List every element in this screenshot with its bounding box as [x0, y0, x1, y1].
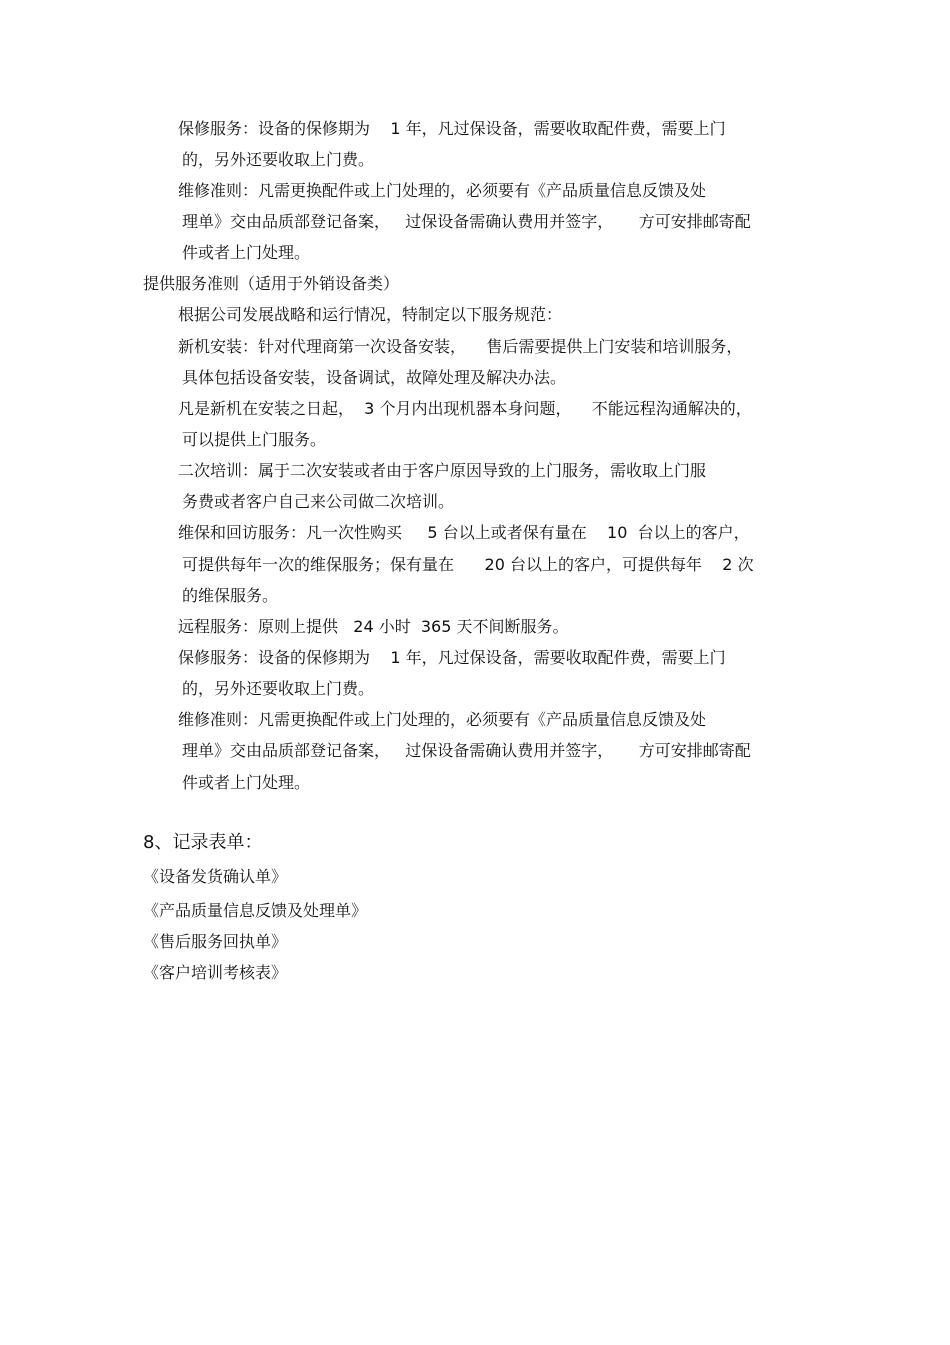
second-training-line-2: 务费或者客户自己来公司做二次培训。	[182, 492, 455, 511]
form-item: 《客户培训考核表》	[143, 963, 288, 982]
records-heading: 8、记录表单：	[143, 832, 263, 853]
warranty-text-line-2b: 的，另外还要收取上门费。	[182, 679, 375, 698]
repair-rule-line-3: 件或者上门处理。	[182, 243, 311, 262]
warranty-text-line-1b: 保修服务：设备的保修期为 1 年，凡过保设备，需要收取配件费，需要上门	[178, 648, 726, 667]
intro-text: 根据公司发展战略和运行情况，特制定以下服务规范：	[178, 305, 563, 324]
maintenance-line-2: 可提供每年一次的维保服务；保有量在 20 台以上的客户，可提供每年 2 次	[182, 555, 754, 574]
new-install-line-2: 具体包括设备安装，设备调试，故障处理及解决办法。	[182, 368, 567, 387]
repair-rule-line-2b: 理单》交由品质部登记备案， 过保设备需确认费用并签字， 方可安排邮寄配	[182, 741, 751, 760]
maintenance-line-1: 维保和回访服务：凡一次性购买 5 台以上或者保有量在 10 台以上的客户，	[178, 523, 750, 542]
section-title: 提供服务准则（适用于外销设备类）	[143, 274, 400, 293]
new-install-line-1: 新机安装：针对代理商第一次设备安装， 售后需要提供上门安装和培训服务，	[178, 337, 743, 356]
maintenance-line-3: 的维保服务。	[182, 586, 279, 605]
form-item: 《设备发货确认单》	[143, 867, 288, 886]
second-training-line-1: 二次培训：属于二次安装或者由于客户原因导致的上门服务，需收取上门服	[178, 461, 707, 480]
repair-rule-line-2: 理单》交由品质部登记备案， 过保设备需确认费用并签字， 方可安排邮寄配	[182, 212, 751, 231]
repair-rule-line-3b: 件或者上门处理。	[182, 773, 311, 792]
warranty-text-line-2: 的，另外还要收取上门费。	[182, 150, 375, 169]
new-machine-line-1: 凡是新机在安装之日起， 3 个月内出现机器本身问题， 不能远程沟通解决的，	[178, 399, 752, 418]
remote-service-text: 远程服务：原则上提供 24 小时 365 天不间断服务。	[178, 617, 569, 636]
form-item: 《产品质量信息反馈及处理单》	[143, 901, 368, 920]
form-item: 《售后服务回执单》	[143, 932, 288, 951]
repair-rule-line-1b: 维修准则：凡需更换配件或上门处理的，必须要有《产品质量信息反馈及处	[178, 710, 707, 729]
warranty-text-line-1: 保修服务：设备的保修期为 1 年，凡过保设备，需要收取配件费，需要上门	[178, 119, 726, 138]
new-machine-line-2: 可以提供上门服务。	[182, 430, 327, 449]
repair-rule-line-1: 维修准则：凡需更换配件或上门处理的，必须要有《产品质量信息反馈及处	[178, 181, 707, 200]
